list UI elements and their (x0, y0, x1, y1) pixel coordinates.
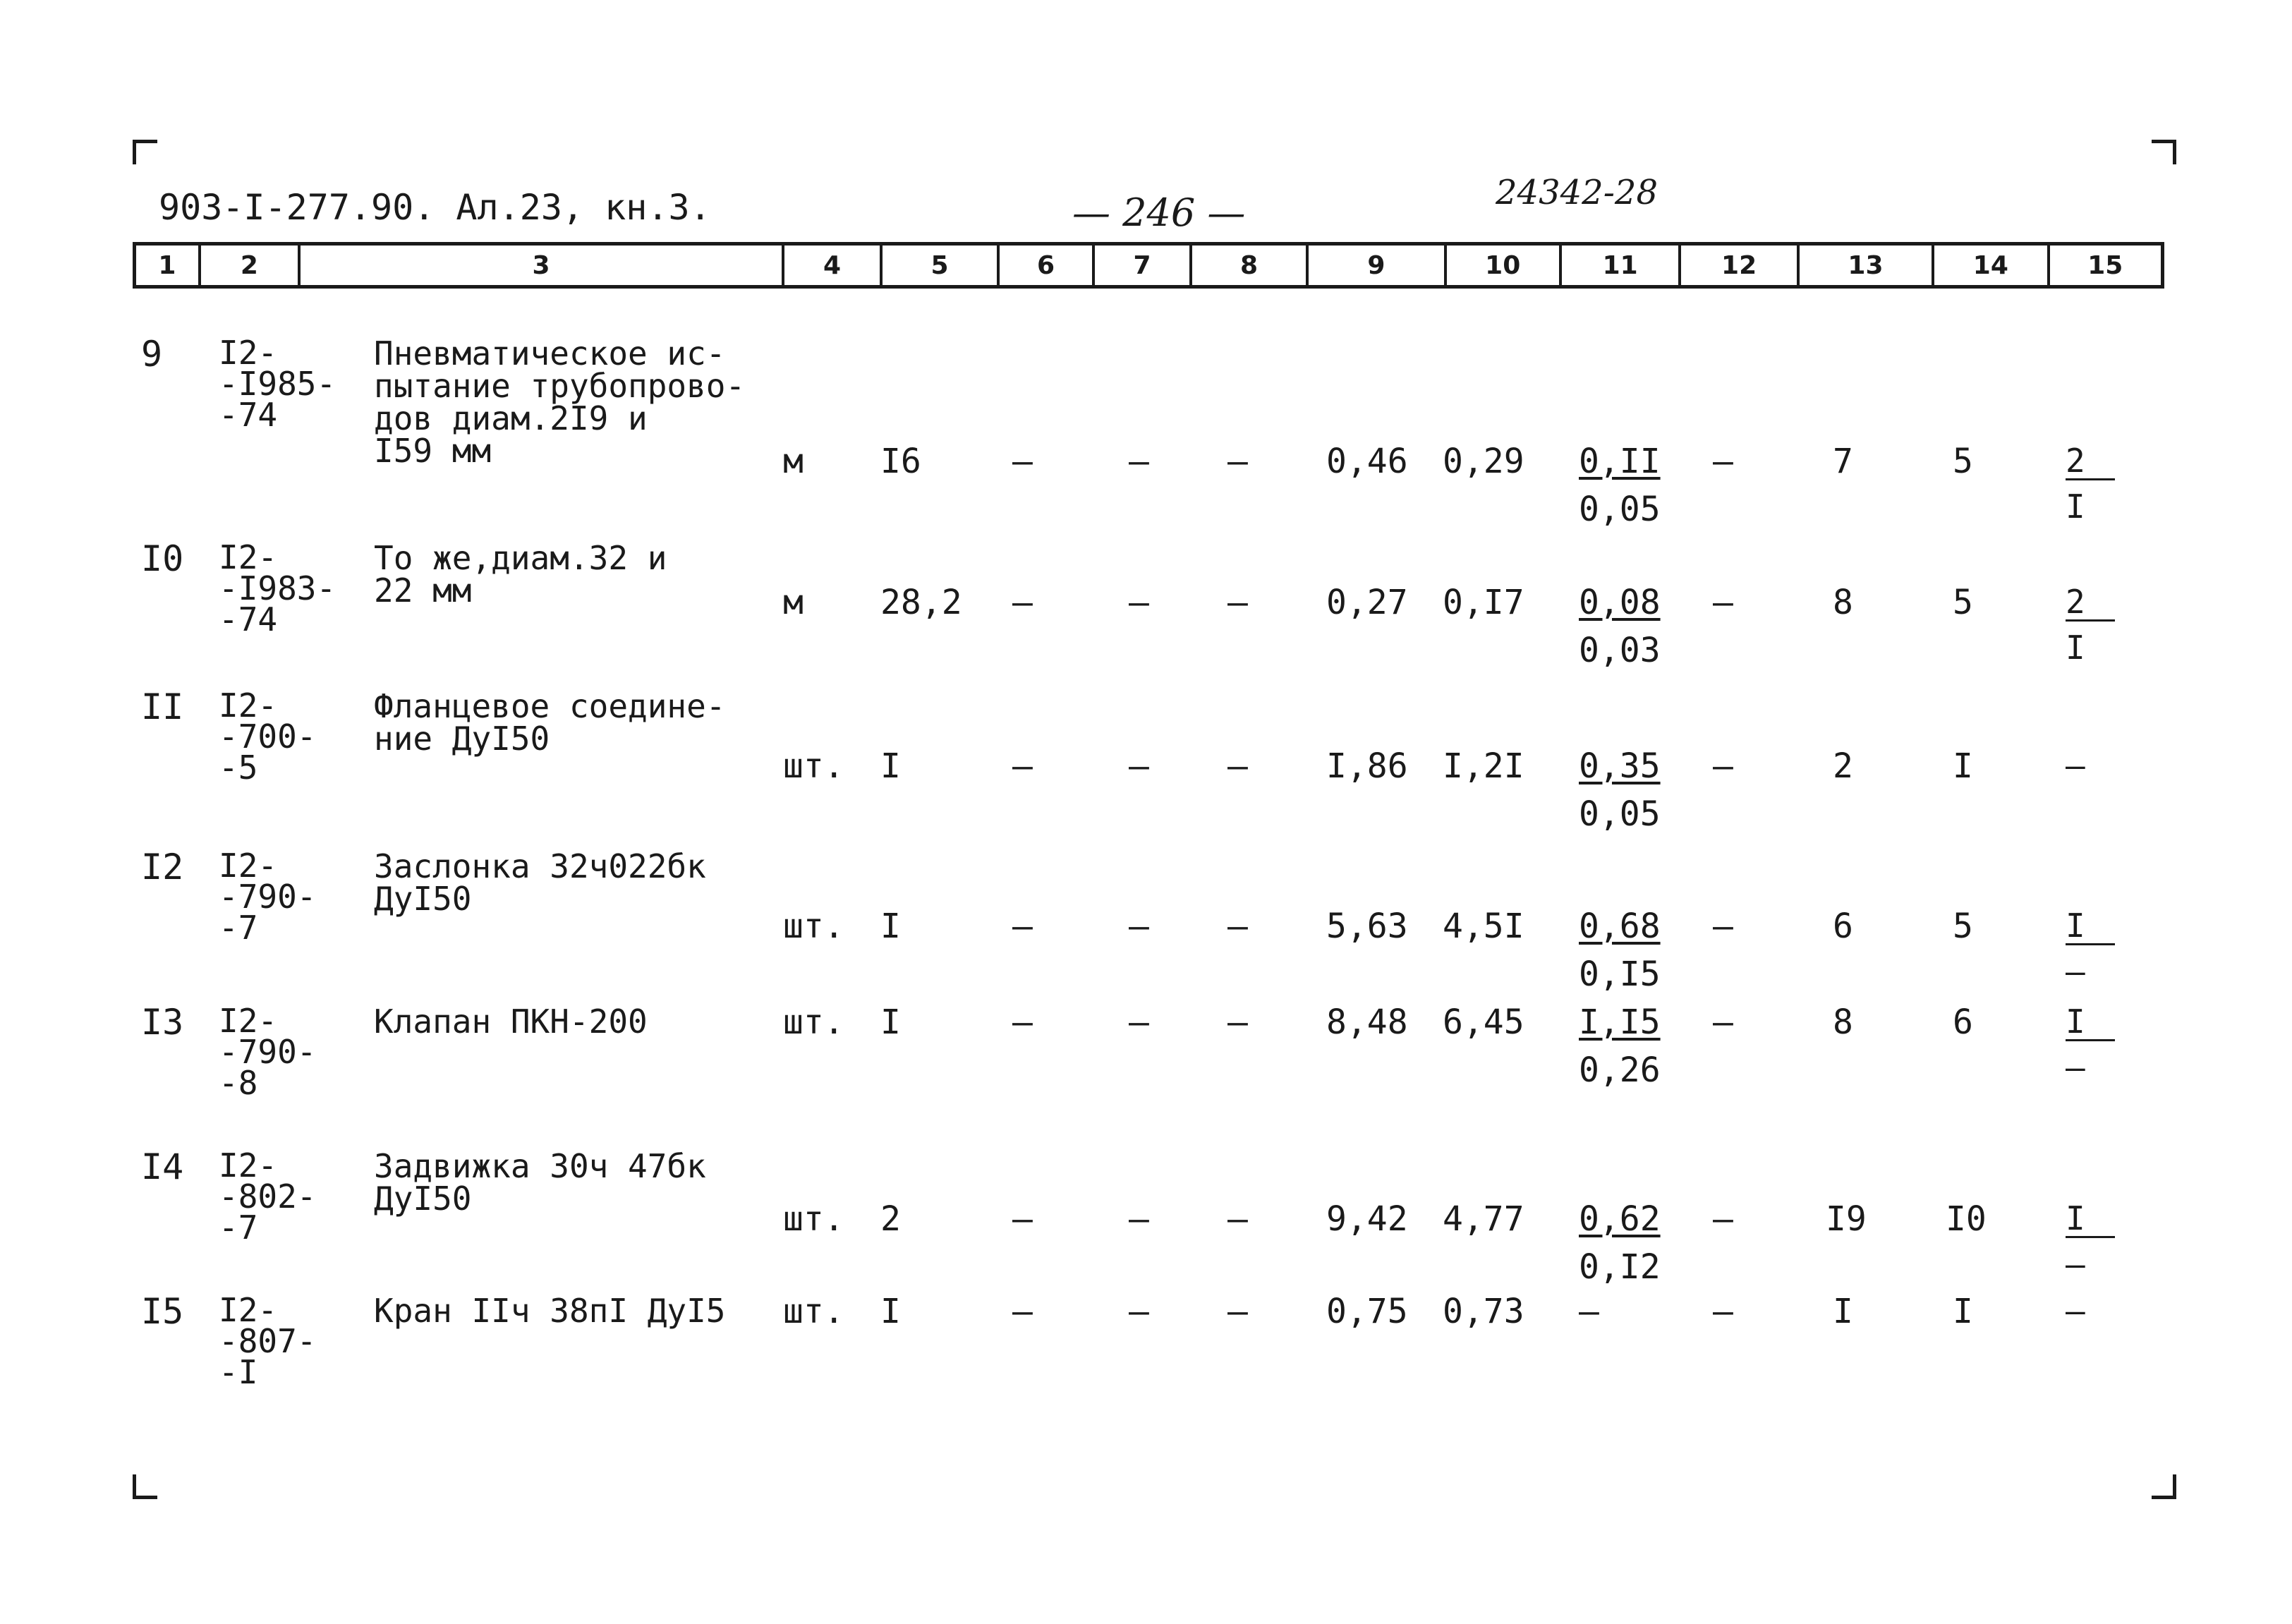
row-number: I5 (141, 1291, 184, 1332)
col6-value: – (1012, 746, 1033, 786)
row-number: I4 (141, 1146, 184, 1187)
column-header-12: 12 (1681, 246, 1799, 285)
col14-value: I0 (1946, 1199, 1987, 1239)
col10-value: 4,77 (1443, 1199, 1524, 1239)
unit: м (783, 583, 804, 622)
col9-value: 0,27 (1326, 583, 1408, 622)
column-header-3: 3 (301, 246, 784, 285)
col14-value: 6 (1953, 1002, 1973, 1042)
col15-top: – (2066, 746, 2085, 784)
col7-value: – (1129, 1292, 1149, 1331)
row-number: I0 (141, 538, 184, 579)
col12-value: – (1713, 442, 1733, 481)
col15-fraction (2066, 909, 2115, 988)
col13-value: I9 (1826, 1199, 1867, 1239)
work-name: Фланцевое соедине- ние ДуI50 (374, 687, 726, 758)
col10-value: 0,29 (1443, 442, 1524, 481)
col14-value: I (1953, 1292, 1973, 1331)
corner-mark-bottom-right (2152, 1474, 2176, 1499)
col13-value: 6 (1833, 907, 1853, 946)
column-header-7: 7 (1095, 246, 1192, 285)
col11-fraction (1579, 1002, 1661, 1090)
col8-value: – (1227, 442, 1248, 481)
col11-top: 0,35 (1579, 746, 1661, 786)
col15-fraction (2066, 1199, 2115, 1283)
col11-bottom: 0,03 (1579, 631, 1661, 670)
col7-value: – (1129, 746, 1149, 786)
norm-code: I2- -I985- -74 (219, 334, 336, 434)
col15-top: I (2066, 1202, 2115, 1238)
work-name: Пневматическое ис- пытание трубопрово- дов диам.2I9 и I59 мм (374, 334, 746, 470)
column-header-4: 4 (784, 246, 883, 285)
col14-value: 5 (1953, 442, 1973, 481)
col13-value: 2 (1833, 746, 1853, 786)
col9-value: 0,46 (1326, 442, 1408, 481)
col13-value: 7 (1833, 442, 1853, 481)
col11-bottom: 0,I5 (1579, 955, 1661, 994)
col11-top: 0,08 (1579, 583, 1661, 622)
col10-value: 6,45 (1443, 1002, 1524, 1042)
col15-bottom: – (2066, 952, 2085, 990)
col15-bottom: I (2066, 487, 2085, 526)
col6-value: – (1012, 442, 1033, 481)
col8-value: – (1227, 583, 1248, 622)
work-name: То же,диам.32 и 22 мм (374, 539, 667, 610)
col14-value: 5 (1953, 583, 1973, 622)
col6-value: – (1012, 583, 1033, 622)
col8-value: – (1227, 1199, 1248, 1239)
col11-bottom: 0,I2 (1579, 1247, 1661, 1287)
corner-mark-top-left (133, 140, 157, 164)
col7-value: – (1129, 1199, 1149, 1239)
col13-value: 8 (1833, 1002, 1853, 1042)
quantity: 28,2 (880, 583, 962, 622)
col15-fraction (2066, 1292, 2115, 1338)
col11-top: 0,62 (1579, 1199, 1661, 1239)
work-name: Кран IIч 38пI ДуI5 (374, 1292, 726, 1330)
col11-fraction (1579, 1199, 1661, 1287)
col7-value: – (1129, 583, 1149, 622)
col14-value: I (1953, 746, 1973, 786)
column-header-9: 9 (1309, 246, 1446, 285)
norm-code: I2- -790- -7 (219, 847, 317, 947)
col10-value: I,2I (1443, 746, 1524, 786)
col9-value: 9,42 (1326, 1199, 1408, 1239)
col12-value: – (1713, 1199, 1733, 1239)
unit: шт. (783, 746, 844, 786)
col11-fraction (1579, 907, 1661, 994)
unit: шт. (783, 1002, 844, 1042)
column-header-11: 11 (1562, 246, 1681, 285)
col11-bottom: 0,26 (1579, 1050, 1661, 1090)
quantity: I (880, 907, 901, 946)
column-header-15: 15 (2087, 250, 2123, 280)
corner-mark-top-right (2152, 140, 2176, 164)
col11-fraction (1579, 583, 1661, 670)
col15-fraction (2066, 442, 2115, 526)
column-header-2: 2 (201, 246, 301, 285)
col8-value: – (1227, 746, 1248, 786)
col10-value: 0,I7 (1443, 583, 1524, 622)
col6-value: – (1012, 1292, 1033, 1331)
col15-bottom: I (2066, 629, 2085, 667)
document-code: 903-I-277.90. Ал.23, кн.3. (159, 187, 711, 228)
col13-value: 8 (1833, 583, 1853, 622)
col11-fraction (1579, 442, 1661, 529)
col11-fraction (1579, 1292, 1599, 1343)
col10-value: 0,73 (1443, 1292, 1524, 1331)
col10-value: 4,5I (1443, 907, 1524, 946)
col7-value: – (1129, 442, 1149, 481)
col9-value: 5,63 (1326, 907, 1408, 946)
col7-value: – (1129, 1002, 1149, 1042)
col9-value: I,86 (1326, 746, 1408, 786)
col12-value: – (1713, 746, 1733, 786)
col15-top: I (2066, 1005, 2115, 1041)
col14-value: 5 (1953, 907, 1973, 946)
page-number: — 246 — (1072, 190, 1245, 235)
col12-value: – (1713, 907, 1733, 946)
col11-fraction (1579, 746, 1661, 834)
column-header-5: 5 (883, 246, 999, 285)
norm-code: I2- -802- -7 (219, 1146, 317, 1247)
col12-value: – (1713, 1292, 1733, 1331)
col12-value: – (1713, 1002, 1733, 1042)
col11-bottom: 0,05 (1579, 490, 1661, 529)
unit: шт. (783, 1199, 844, 1239)
col6-value: – (1012, 1199, 1033, 1239)
col15-top: – (2066, 1292, 2085, 1330)
col15-top: 2 (2066, 444, 2115, 480)
col15-fraction (2066, 746, 2115, 793)
row-number: II (141, 686, 184, 727)
column-header-13: 13 (1800, 246, 1934, 285)
corner-mark-bottom-left (133, 1474, 157, 1499)
col12-value: – (1713, 583, 1733, 622)
row-number: I3 (141, 1002, 184, 1043)
col8-value: – (1227, 1292, 1248, 1331)
col13-value: I (1833, 1292, 1853, 1331)
work-name: Клапан ПКН-200 (374, 1002, 648, 1041)
row-number: I2 (141, 847, 184, 887)
col11-top: 0,II (1579, 442, 1661, 481)
quantity: I6 (880, 442, 921, 481)
unit: м (783, 442, 804, 481)
norm-code: I2- -I983- -74 (219, 538, 336, 638)
col15-bottom: – (2066, 1048, 2085, 1086)
work-name: Заслонка 32ч022бк ДуI50 (374, 847, 706, 918)
row-number: 9 (141, 334, 163, 375)
unit: шт. (783, 907, 844, 946)
column-header-10: 10 (1447, 246, 1562, 285)
sheet-number: 24342-28 (1496, 173, 1658, 212)
col15-top: I (2066, 909, 2115, 945)
col15-fraction (2066, 1002, 2115, 1086)
col15-bottom: – (2066, 1245, 2085, 1283)
unit: шт. (783, 1292, 844, 1331)
col6-value: – (1012, 1002, 1033, 1042)
col11-top: – (1579, 1292, 1599, 1331)
norm-code: I2- -700- -5 (219, 686, 317, 787)
quantity: I (880, 746, 901, 786)
col9-value: 0,75 (1326, 1292, 1408, 1331)
norm-code: I2- -807- -I (219, 1291, 317, 1391)
quantity: 2 (880, 1199, 901, 1239)
col11-top: I,I5 (1579, 1002, 1661, 1042)
col15-top: 2 (2066, 586, 2115, 622)
work-name: Задвижка 30ч 47бк ДуI50 (374, 1147, 706, 1218)
column-header-8: 8 (1192, 246, 1309, 285)
col8-value: – (1227, 1002, 1248, 1042)
norm-code: I2- -790- -8 (219, 1002, 317, 1102)
col11-bottom: 0,05 (1579, 794, 1661, 834)
quantity: I (880, 1292, 901, 1331)
quantity: I (880, 1002, 901, 1042)
column-header-14: 14 (1934, 246, 2049, 285)
col11-top: 0,68 (1579, 907, 1661, 946)
col7-value: – (1129, 907, 1149, 946)
column-header-row (133, 242, 2164, 289)
column-header-1: 1 (136, 246, 201, 285)
col6-value: – (1012, 907, 1033, 946)
column-header-6: 6 (1000, 246, 1096, 285)
col8-value: – (1227, 907, 1248, 946)
col9-value: 8,48 (1326, 1002, 1408, 1042)
col15-fraction (2066, 583, 2115, 667)
